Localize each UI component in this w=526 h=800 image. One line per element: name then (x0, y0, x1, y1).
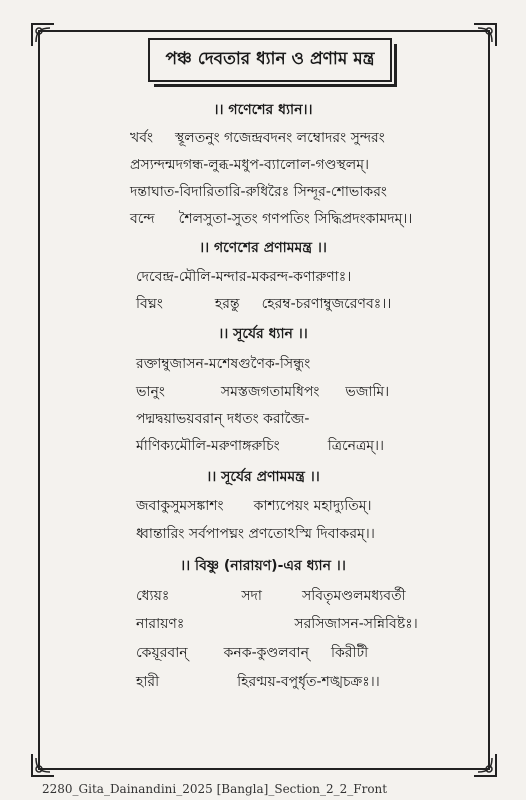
print-slug: 2280_Gita_Dainandini_2025 [Bangla]_Section_2_2_Front (42, 782, 388, 796)
section-heading: ।। বিষ্ণু (নারায়ণ)-এর ধ্যান ।। (180, 558, 346, 574)
corner-ornament-icon (472, 22, 498, 48)
verse-line: রক্তাম্বুজাসন-মশেষগুণৈক-সিন্ধুং (136, 356, 311, 372)
verse-line: বন্দে শৈলসুতা-সুতং গণপতিং সিদ্ধিপ্রদংকামদম্।। (130, 211, 413, 227)
page-title-text: পঞ্চ দেবতার ধ্যান ও প্রণাম মন্ত্র (165, 49, 375, 69)
verse-line: দেবেন্দ্র-মৌলি-মন্দার-মকরন্দ-কণারুণাঃ। (136, 269, 352, 285)
verse-line: পদ্মদ্বয়াভয়বরান্ দধতং করাব্জৈ- (136, 411, 310, 427)
verse-line: কেয়ূরবান্ কনক-কুণ্ডলবান্ কিরীটী (136, 645, 369, 661)
verse-line: বিঘ্নং হরন্তু হেরম্ব-চরণাম্বুজরেণবঃ।। (136, 296, 392, 312)
verse-line: র্মাণিক্যমৌলি-মরুণাঙ্গরুচিং ত্রিনেত্রম্।। (136, 438, 385, 454)
section-heading: ।। গণেশের ধ্যান।। (213, 102, 313, 118)
section-heading: ।। সূর্যের প্রণামমন্ত্র ।। (206, 469, 320, 485)
section-heading: ।। সূর্যের ধ্যান ।। (218, 326, 308, 342)
section-heading: ।। গণেশের প্রণামমন্ত্র ।। (199, 240, 327, 256)
verse-line: খর্বং স্থূলতনুং গজেন্দ্রবদনং লম্বোদরং সুন্দরং (130, 130, 385, 146)
corner-ornament-icon (30, 22, 56, 48)
verse-line: নারায়ণঃ সরসিজাসন-সন্নিবিষ্টঃ। (136, 616, 418, 632)
corner-ornament-icon (30, 752, 56, 778)
verse-line: দন্তাঘাত-বিদারিতারি-রুধিরৈঃ সিন্দূর-শোভাকরং (130, 184, 387, 200)
corner-ornament-icon (472, 752, 498, 778)
verse-line: জবাকুসুমসঙ্কাশং কাশ্যপেয়ং মহাদ্যুতিম্। (136, 498, 372, 514)
verse-line: প্রস্যন্দন্মদগন্ধ-লুব্ধ-মধুপ-ব্যালোল-গণ্ডস্থলম্। (130, 157, 369, 173)
verse-line: হারী হিরণ্ময়-বপুর্ধৃত-শঙ্খচক্রঃ।। (136, 674, 380, 690)
verse-line: ভানুং সমস্তজগতামধিপং ভজামি। (136, 384, 390, 400)
page-title (148, 38, 392, 82)
verse-line: ধ্যেয়ঃ সদা সবিতৃমণ্ডলমধ্যবর্তী (136, 588, 406, 604)
verse-line: ধ্বান্তারিং সর্বপাপঘ্নং প্রণতোঽস্মি দিবাকরম্।। (136, 526, 375, 542)
